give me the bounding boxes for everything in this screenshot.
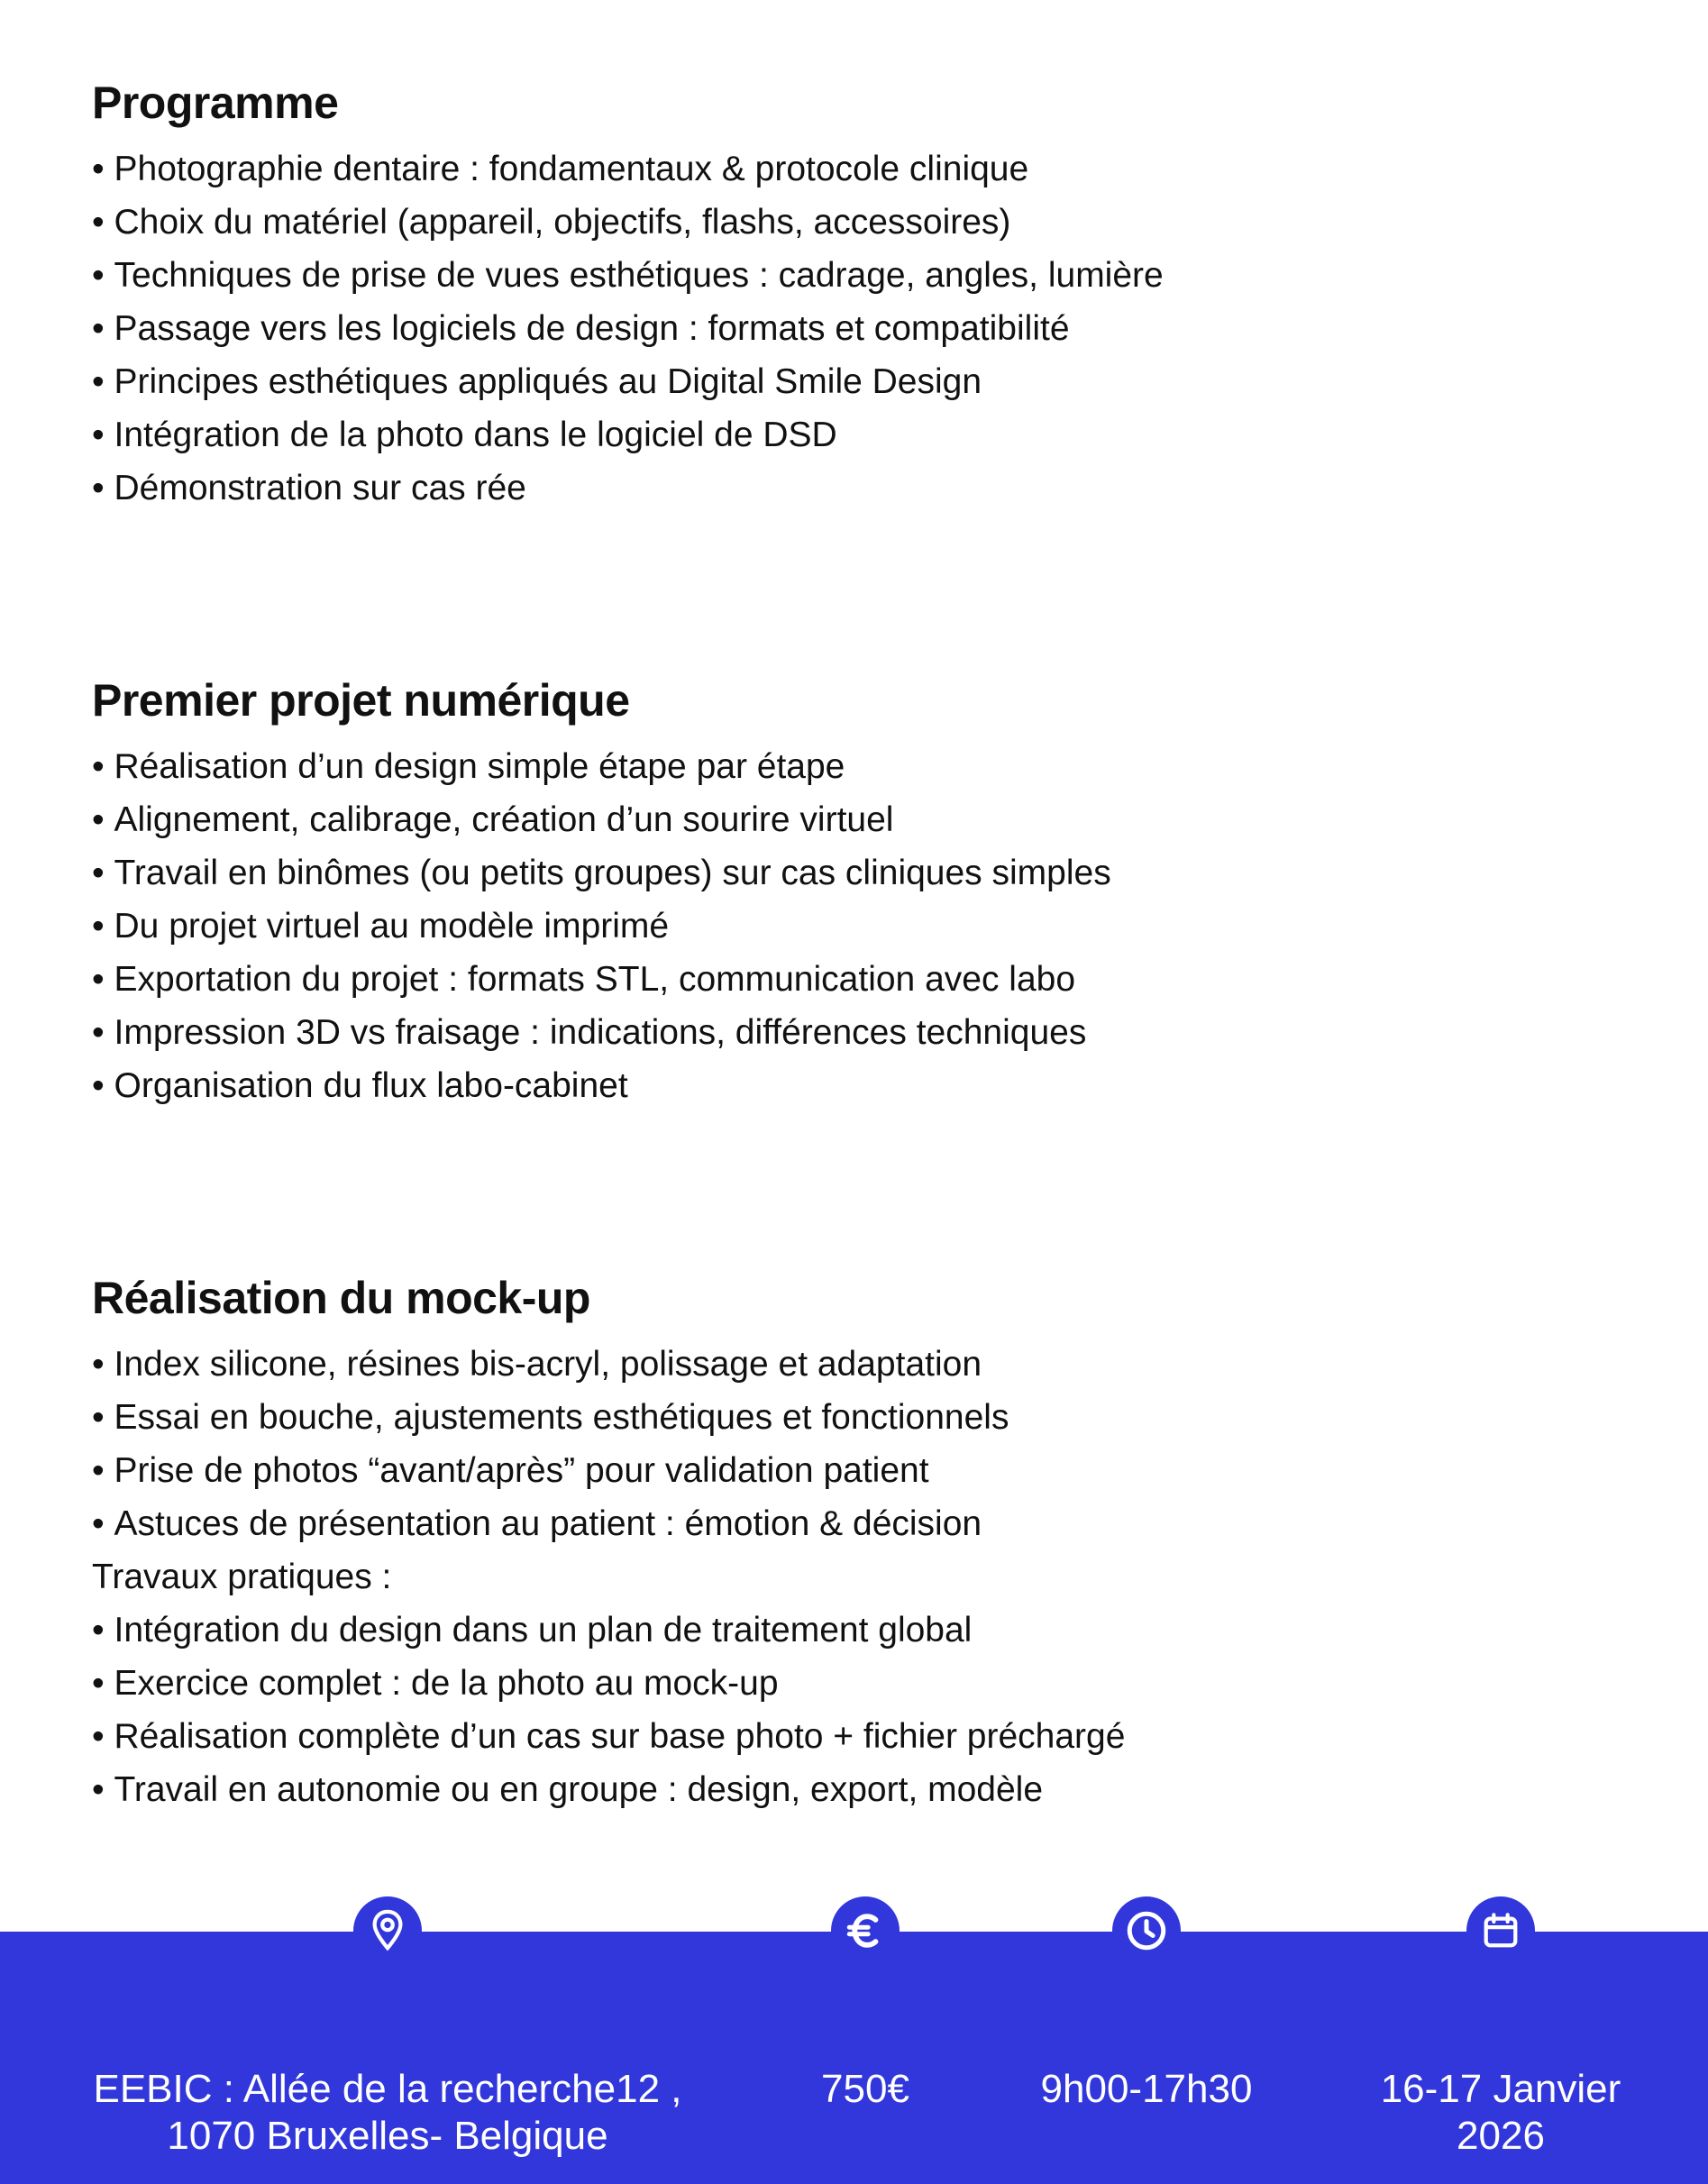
list-item: • Exercice complet : de la photo au mock-up (92, 1657, 1624, 1710)
list-subheading: Travaux pratiques : (92, 1558, 392, 1596)
section-title: Programme (92, 78, 339, 128)
price-info (775, 1896, 955, 2113)
list-item: • Alignement, calibrage, création d’un sourire virtuel (92, 793, 1624, 846)
section-0 (92, 70, 1624, 515)
list-item: • Techniques de prise de vues esthétiques : cadrage, angles, lumière (92, 249, 1624, 302)
list-item: • Passage vers les logiciels de design : formats et compatibilité (92, 302, 1624, 355)
location-icon-circle (353, 1896, 422, 1965)
section-1 (92, 668, 1624, 1112)
list-item: • Du projet virtuel au modèle imprimé (92, 900, 1624, 953)
date-line1: 16-17 Janvier (1380, 2067, 1621, 2111)
list-item: • Principes esthétiques appliqués au Digital Smile Design (92, 355, 1624, 408)
list-item: • Intégration de la photo dans le logiciel de DSD (92, 408, 1624, 461)
list-item: • Démonstration sur cas rée (92, 461, 1624, 515)
list-item: • Exportation du projet : formats STL, communication avec labo (92, 953, 1624, 1006)
price-icon-circle (831, 1896, 900, 1965)
hours-text: 9h00-17h30 (1040, 2067, 1253, 2111)
date-text (1329, 2066, 1672, 2160)
section-title: Premier projet numérique (92, 675, 630, 726)
clock-icon (1124, 1908, 1169, 1953)
section-2 (92, 1266, 1624, 1816)
hours-info (1011, 1896, 1282, 2113)
list-item: • Choix du matériel (appareil, objectifs, flashs, accessoires) (92, 196, 1624, 249)
date-info (1329, 1896, 1672, 2160)
location-text (63, 2066, 712, 2160)
list-item: • Prise de photos “avant/après” pour validation patient (92, 1444, 1624, 1497)
price-text: 750€ (821, 2067, 909, 2111)
list-item: • Travail en binômes (ou petits groupes) sur cas cliniques simples (92, 846, 1624, 900)
list-item: • Réalisation complète d’un cas sur base photo + fichier préchargé (92, 1710, 1624, 1763)
section-list (92, 1338, 1624, 1816)
list-item: • Impression 3D vs fraisage : indications, différences techniques (92, 1006, 1624, 1059)
list-item: • Travail en autonomie ou en groupe : design, export, modèle (92, 1763, 1624, 1816)
list-item: • Intégration du design dans un plan de traitement global (92, 1604, 1624, 1657)
section-list (92, 142, 1624, 515)
location-line1: EEBIC : Allée de la recherche12 , (93, 2067, 682, 2111)
program-content (92, 70, 1624, 1969)
list-item: • Essai en bouche, ajustements esthétiques et fonctionnels (92, 1391, 1624, 1444)
date-line2: 2026 (1457, 2114, 1545, 2158)
list-item: • Astuces de présentation au patient : émotion & décision (92, 1497, 1624, 1550)
list-item: • Organisation du flux labo-cabinet (92, 1059, 1624, 1112)
location-line2: 1070 Bruxelles- Belgique (167, 2114, 608, 2158)
hours-icon-circle (1112, 1896, 1181, 1965)
section-list (92, 740, 1624, 1112)
map-pin-icon (367, 1908, 408, 1953)
location-info (63, 1896, 712, 2160)
date-icon-circle (1466, 1896, 1535, 1965)
list-item: • Réalisation d’un design simple étape par étape (92, 740, 1624, 793)
section-title: Réalisation du mock-up (92, 1273, 590, 1323)
list-item: • Index silicone, résines bis-acryl, polissage et adaptation (92, 1338, 1624, 1391)
calendar-icon (1480, 1910, 1521, 1951)
list-item: • Photographie dentaire : fondamentaux & protocole clinique (92, 142, 1624, 196)
euro-icon (843, 1908, 888, 1953)
